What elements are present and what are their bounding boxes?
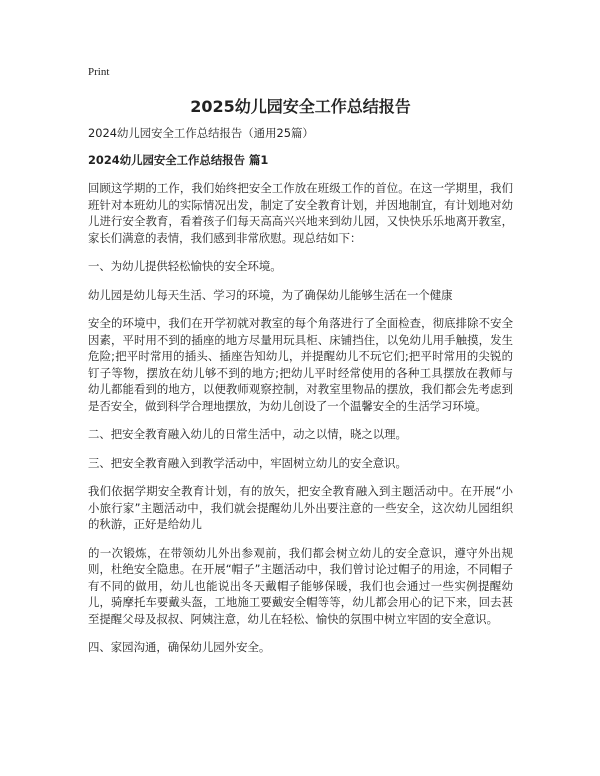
paragraph-teaching-a: 我们依据学期安全教育计划，有的放矢，把安全教育融入到主题活动中。在开展“小小旅行家”主题活动中，我们就会提醒幼儿外出要注意的一些安全，这次幼儿园组织的秋游，正好是给幼儿 [88,484,513,531]
paragraph-teaching-b: 的一次锻炼，在带领幼儿外出参观前，我们都会树立幼儿的安全意识，遵守外出规则，杜绝安全隐患。在开展“帽子”主题活动中，我们曾讨论过帽子的用途，不同帽子有不同的做用，幼儿也能说出冬天戴帽子能够保暖，我们也会通过一些实例提醒幼儿，骑摩托车要戴头盔，工地施工要戴安全帽等等，幼儿都会用心的记下来，回去甚至提醒父母及叔叔、阿姨注意，幼儿在轻松、愉快的氛围中树立牢固的安全意识。 [88,545,513,626]
paragraph-point-4: 四、家园沟通，确保幼儿园外安全。 [88,640,271,654]
paragraph-point-2: 二、把安全教育融入幼儿的日常生活中，动之以情，晓之以理。 [88,427,407,441]
paragraph-intro: 回顾这学期的工作，我们始终把安全工作放在班级工作的首位。在这一学期里，我们班针对本班幼儿的实际情况出发，制定了安全教育计划，并因地制宜，有计划地对幼儿进行安全教育，看着孩子们每天高高兴兴地来到幼儿园，又快快乐乐地离开教室，家长们满意的表情，我们感到非常欣慰。现总结如下： [88,181,513,245]
paragraph-point-3: 三、把安全教育融入到教学活动中，牢固树立幼儿的安全意识。 [88,455,407,470]
section-heading: 2024幼儿园安全工作总结报告 篇1 [88,153,269,167]
document-page [88,64,513,668]
paragraph-point-1: 一、为幼儿提供轻松愉快的安全环境。 [88,259,282,273]
document-subtitle: 2024幼儿园安全工作总结报告（通用25篇） [88,126,314,140]
paragraph-environment-a: 幼儿园是幼儿每天生活、学习的环境，为了确保幼儿能够生活在一个健康 [88,287,453,302]
print-link[interactable]: Print [88,66,110,78]
paragraph-environment-b: 安全的环境中，我们在开学初就对教室的每个角落进行了全面检查，彻底排除不安全因素，平时用不到的插座的地方尽量用玩具柜、床铺挡住，以免幼儿用手触摸，发生危险;把平时常用的插头、插座告知幼儿，并提醒幼儿不玩它们;把平时常用的尖锐的钉子等物，摆放在幼儿够不到的地方;把幼儿平时经常使用的各种工具摆放在教师与幼儿都能看到的地方，以便教师观察控制，对教室里物品的摆放，我们都会先考虑到是否安全，做到科学合理地摆放，为幼儿创设了一个温馨安全的生活学习环境。 [88,316,513,413]
document-title: 2025幼儿园安全工作总结报告 [190,97,411,116]
